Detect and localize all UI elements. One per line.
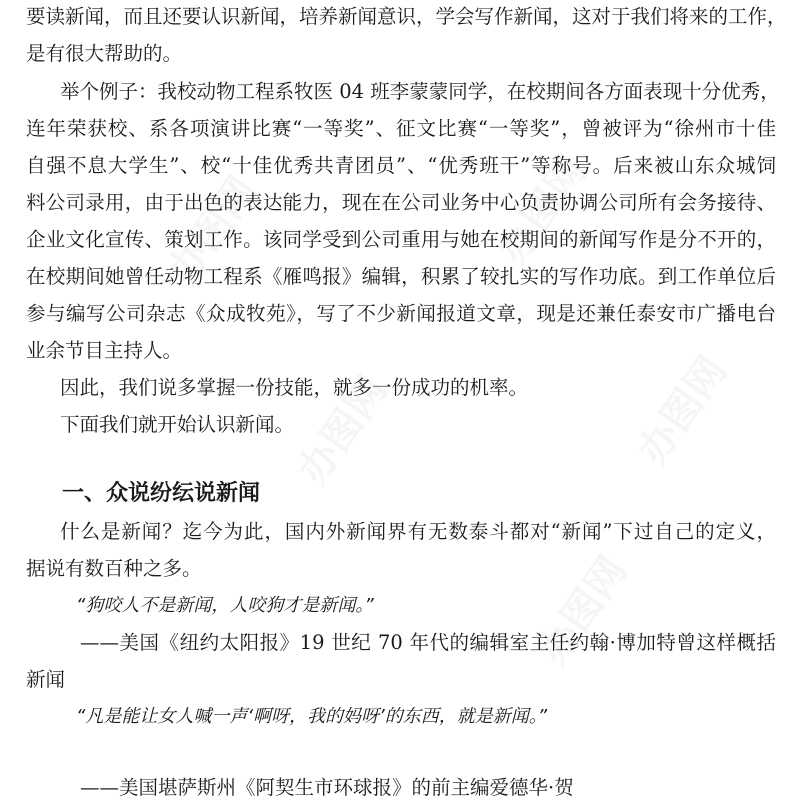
watermark: 办图网	[489, 148, 597, 273]
paragraph-line: 是有很大帮助的。	[26, 42, 183, 65]
paragraph-line: 企业文化宣传、策划工作。该同学受到公司重用与她在校期间的新闻写作是分不开的，	[26, 228, 776, 251]
paragraph-line: 参与编写公司杂志《众成牧苑》，写了不少新闻报道文章，现是还兼任泰安市广播电台	[26, 302, 776, 325]
watermark: 办图网	[159, 168, 267, 293]
paragraph-line: 料公司录用，由于出色的表达能力，现在在公司业务中心负责协调公司所有会务接待、	[26, 191, 776, 214]
paragraph-line: 下面我们就开始认识新闻。	[60, 413, 295, 436]
paragraph-line: 业余节目主持人。	[26, 339, 183, 362]
watermark: 办图网	[529, 548, 637, 673]
paragraph-line: 据说有数百种之多。	[26, 557, 202, 580]
attribution-line: 新闻	[26, 668, 66, 691]
quote-line: “狗咬人不是新闻，人咬狗才是新闻。”	[76, 595, 374, 616]
paragraph-line: 因此，我们说多掌握一份技能，就多一份成功的机率。	[60, 376, 529, 399]
paragraph-line: 连年荣获校、系各项演讲比赛“一等奖”、征文比赛“一等奖”，曾被评为“徐州市十佳	[26, 117, 776, 140]
paragraph-line: 要读新闻，而且还要认识新闻，培养新闻意识，学会写作新闻，这对于我们将来的工作，	[26, 5, 787, 28]
paragraph-line: 举个例子：我校动物工程系牧医 04 班李蒙蒙同学，在校期间各方面表现十分优秀，	[60, 80, 780, 103]
paragraph-line: 什么是新闻？迄今为此，国内外新闻界有无数泰斗都对“新闻”下过自己的定义，	[60, 520, 776, 543]
quote-line: “凡是能让女人喊一声‘啊呀，我的妈呀’的东西，就是新闻。”	[76, 706, 548, 727]
paragraph-line: 自强不息大学生”、校“十佳优秀共青团员”、“优秀班干”等称号。后来被山东众城饲	[26, 154, 776, 177]
attribution-line: ——美国堪萨斯州《阿契生市环球报》的前主编爱德华·贺	[80, 776, 574, 799]
section-heading: 一、众说纷纭说新闻	[62, 481, 261, 506]
watermark: 办图网	[289, 368, 397, 493]
attribution-line: ——美国《纽约太阳报》19 世纪 70 年代的编辑室主任约翰·博加特曾这样概括	[80, 631, 776, 654]
watermark: 办图网	[629, 348, 737, 473]
paragraph-line: 在校期间她曾任动物工程系《雁鸣报》编辑，积累了较扎实的写作功底。到工作单位后	[26, 265, 776, 288]
